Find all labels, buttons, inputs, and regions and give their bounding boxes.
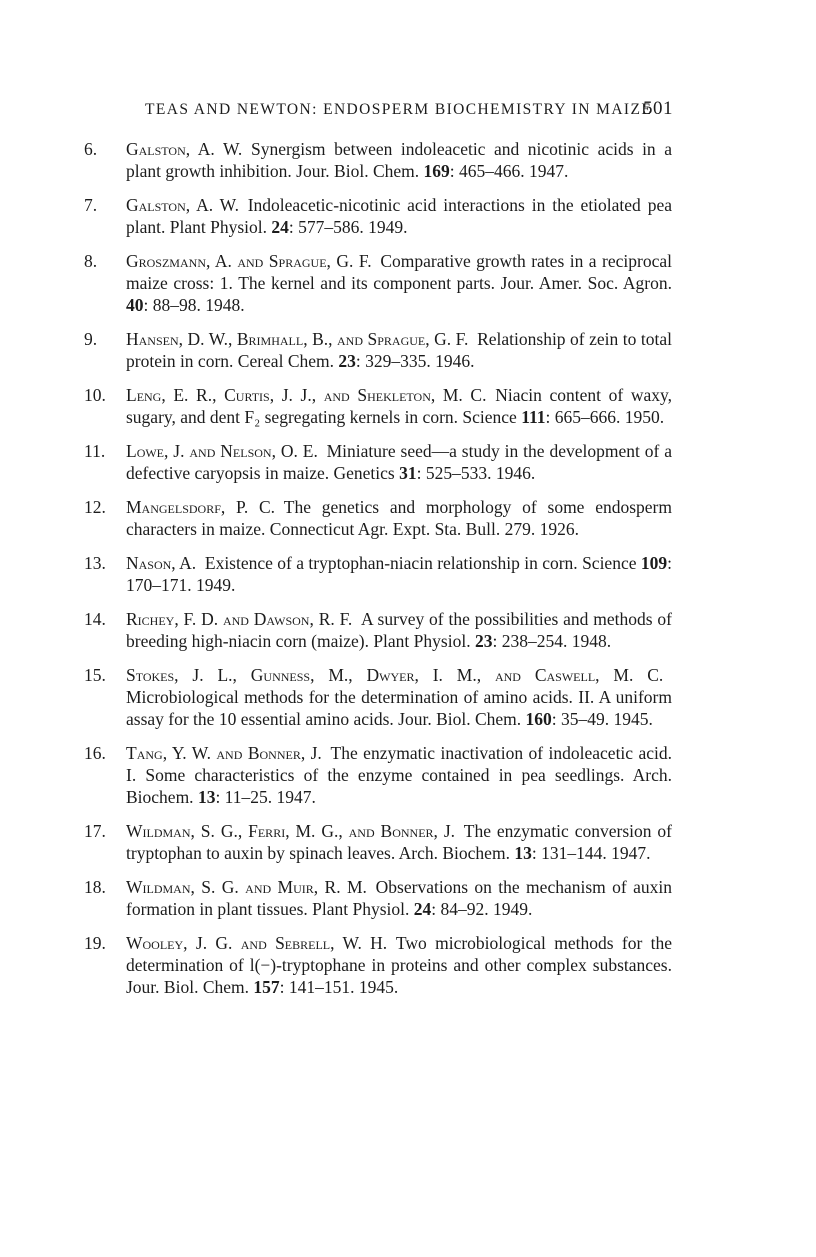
reference-pages-year: : 238–254. 1948. — [492, 631, 612, 651]
reference-number: 19. — [84, 933, 106, 953]
reference-text: The enzymatic inactivation of indoleacetic acid. I. Some characteristics of the enzyme contained in pea seedlings. Arch. Biochem. — [126, 743, 672, 807]
reference-volume: 109 — [640, 553, 668, 573]
reference-volume: 23 — [338, 351, 356, 371]
reference-authors: Hansen, D. W., Brimhall, B., and Sprague, G. F. — [126, 329, 469, 349]
reference-pages-year: : 84–92. 1949. — [431, 899, 533, 919]
reference-authors: Richey, F. D. and Dawson, R. F. — [126, 609, 353, 629]
reference-pages-year: : 665–666. 1950. — [545, 407, 665, 427]
reference-volume: 31 — [399, 463, 417, 483]
reference-authors: Lowe, J. and Nelson, O. E. — [126, 441, 318, 461]
reference-number: 16. — [84, 743, 106, 763]
reference-number: 18. — [84, 877, 106, 897]
reference-volume: 23 — [474, 631, 493, 651]
reference-number: 9. — [84, 329, 98, 349]
reference-text: Indoleacetic-nicotinic acid interactions in the etiolated pea plant. Plant Physiol. — [126, 195, 672, 237]
reference-item — [84, 496, 672, 540]
reference-text: Observations on the mechanism of auxin formation in plant tissues. Plant Physiol. — [126, 877, 672, 919]
reference-pages-year: : 525–533. 1946. — [416, 463, 536, 483]
reference-authors: Nason, A. — [126, 553, 197, 573]
reference-volume: 24 — [413, 899, 432, 919]
reference-text: Synergism between indoleacetic and nicotinic acids in a plant growth inhibition. Jour. Biol. Chem. — [126, 139, 672, 181]
reference-number: 10. — [84, 385, 106, 405]
reference-volume: 24 — [271, 217, 289, 237]
reference-authors: Tang, Y. W. and Bonner, J. — [126, 743, 322, 763]
reference-text: Miniature seed—a study in the development of a defective caryopsis in maize. Genetics — [126, 441, 672, 483]
reference-text: Niacin content of waxy, sugary, and dent F₂ segregating kernels in corn. Science — [126, 385, 672, 427]
reference-list — [84, 138, 672, 1010]
reference-number: 13. — [84, 553, 106, 573]
reference-volume: 40 — [126, 295, 144, 315]
reference-number: 14. — [84, 609, 106, 629]
reference-item — [84, 552, 672, 596]
reference-number: 11. — [84, 441, 106, 461]
reference-pages-year: : 329–335. 1946. — [355, 351, 475, 371]
reference-text: The genetics and morphology of some endosperm characters in maize. Connecticut Agr. Expt. Sta. Bull. 279. 1926. — [126, 497, 672, 539]
page-header — [145, 98, 673, 124]
reference-item — [84, 250, 672, 316]
reference-authors: Stokes, J. L., Gunness, M., Dwyer, I. M., and Caswell, M. C. — [126, 665, 664, 685]
reference-authors: Wooley, J. G. and Sebrell, W. H. — [126, 933, 388, 953]
reference-number: 17. — [84, 821, 106, 841]
reference-item — [84, 328, 672, 372]
reference-text: Microbiological methods for the determination of amino acids. II. A uniform assay for the 10 essential amino acids. Jour. Biol. Chem. — [126, 687, 672, 729]
reference-pages-year: : 577–586. 1949. — [288, 217, 408, 237]
reference-text: Relationship of zein to total protein in corn. Cereal Chem. — [126, 329, 672, 371]
reference-volume: 13 — [197, 787, 216, 807]
reference-authors: Wildman, S. G., Ferri, M. G., and Bonner, J. — [126, 821, 456, 841]
reference-volume: 169 — [423, 161, 450, 181]
reference-volume: 13 — [514, 843, 532, 863]
reference-number: 7. — [84, 195, 98, 215]
reference-pages-year: : 170–171. 1949. — [126, 553, 672, 595]
reference-authors: Leng, E. R., Curtis, J. J., and Shekleton, M. C. — [126, 385, 487, 405]
reference-item — [84, 440, 672, 484]
reference-pages-year: : 141–151. 1945. — [279, 977, 399, 997]
reference-authors: Galston, A. W. — [126, 139, 243, 159]
reference-text: A survey of the possibilities and methods of breeding high-niacin corn (maize). Plant Physiol. — [126, 609, 672, 651]
reference-item — [84, 664, 672, 730]
reference-text: Existence of a tryptophan-niacin relationship in corn. Science — [204, 553, 637, 573]
reference-authors: Mangelsdorf, P. C. — [126, 497, 276, 517]
reference-authors: Galston, A. W. — [126, 195, 239, 215]
page-number: 501 — [643, 98, 673, 119]
reference-pages-year: : 131–144. 1947. — [531, 843, 651, 863]
reference-authors: Groszmann, A. and Sprague, G. F. — [126, 251, 372, 271]
reference-text: Comparative growth rates in a reciprocal maize cross: 1. The kernel and its component parts. Jour. Amer. Soc. Agron. — [126, 251, 672, 293]
reference-pages-year: : 35–49. 1945. — [551, 709, 653, 729]
reference-item — [84, 876, 672, 920]
reference-pages-year: : 465–466. 1947. — [449, 161, 569, 181]
reference-volume: 111 — [521, 407, 546, 427]
reference-number: 8. — [84, 251, 98, 271]
reference-item — [84, 742, 672, 808]
reference-number: 15. — [84, 665, 106, 685]
reference-volume: 160 — [525, 709, 552, 729]
reference-item — [84, 384, 672, 428]
reference-pages-year: : 88–98. 1948. — [143, 295, 245, 315]
reference-authors: Wildman, S. G. and Muir, R. M. — [126, 877, 367, 897]
reference-text: Two microbiological methods for the determination of l(−)-tryptophane in proteins and other complex substances. Jour. Biol. Chem. — [126, 933, 672, 997]
reference-item — [84, 194, 672, 238]
reference-item — [84, 932, 672, 998]
reference-volume: 157 — [253, 977, 280, 997]
reference-number: 6. — [84, 139, 98, 159]
reference-item — [84, 608, 672, 652]
reference-text: The enzymatic conversion of tryptophan to auxin by spinach leaves. Arch. Biochem. — [126, 821, 672, 863]
reference-number: 12. — [84, 497, 106, 517]
reference-item — [84, 138, 672, 182]
reference-item — [84, 820, 672, 864]
running-title: TEAS AND NEWTON: ENDOSPERM BIOCHEMISTRY IN MAIZE — [145, 101, 653, 118]
reference-pages-year: : 11–25. 1947. — [215, 787, 316, 807]
